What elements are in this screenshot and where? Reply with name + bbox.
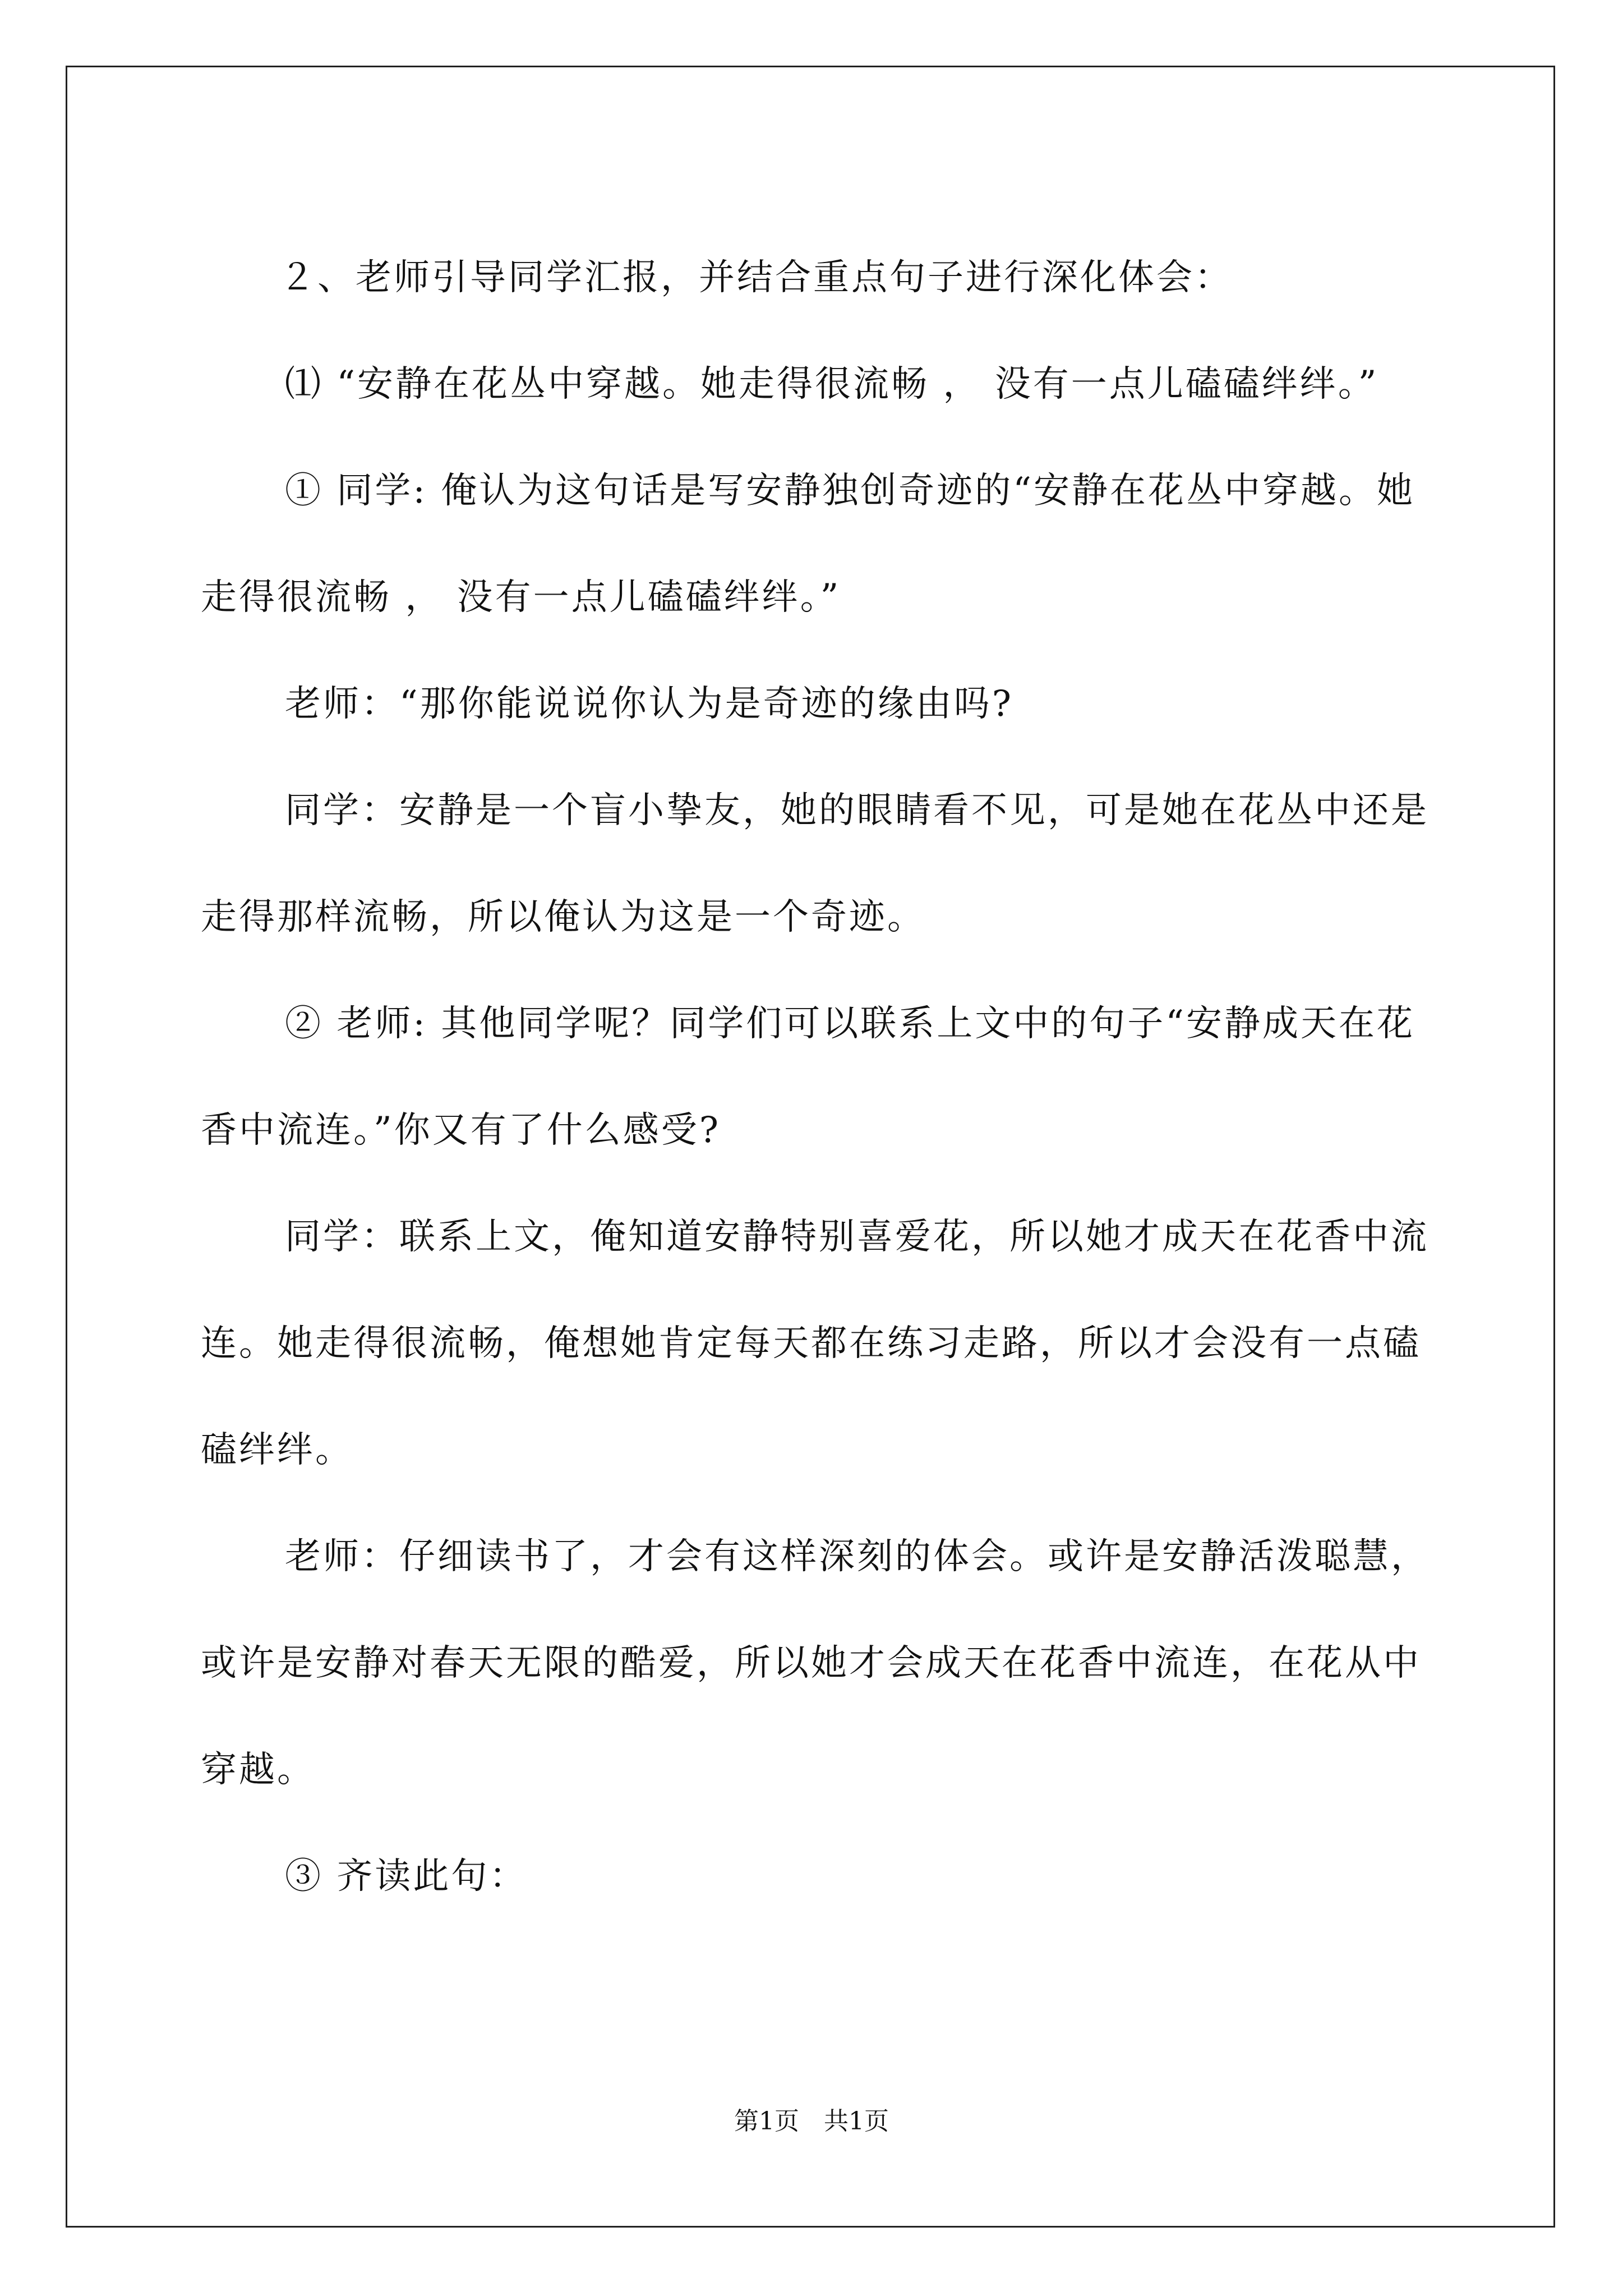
paragraph-1: ２、老师引导同学汇报，并结合重点句子进行深化体会： [279,257,1233,298]
paragraph-2: ⑴ “安静在花丛中穿越。她走得很流畅 ， 没有一点儿磕磕绊绊。” [285,364,1379,405]
paragraph-5: 同学：安静是一个盲小挚友，她的眼睛看不见，可是她在花丛中还是走得那样流畅，所以俺认为这是一个奇迹。 [201,790,1429,938]
paragraph-7: 同学：联系上文，俺知道安静特别喜爱花，所以她才成天在花香中流连。她走得很流畅，俺想她肯定每天都在练习走路，所以才会没有一点磕磕绊绊。 [201,1216,1429,1471]
paragraph-4: 老师：“那你能说说你认为是奇迹的缘由吗? [285,683,1014,725]
page-footer: 第1页 共1页 [734,2107,889,2136]
paragraph-6: ② 老师: 其他同学呢？同学们可以联系上文中的句子“安静成天在花香中流连。”你又有了什么感受? [201,1003,1415,1151]
document-body [201,224,1435,1930]
paragraph-9: ③ 齐读此句： [285,1856,528,1897]
paragraph-3: ① 同学: 俺认为这句话是写安静独创奇迹的“安静在花丛中穿越。她走得很流畅 ， 没有一点儿磕磕绊绊。” [201,470,1415,618]
paragraph-8: 老师：仔细读书了，才会有这样深刻的体会。或许是安静活泼聪慧，或许是安静对春天无限的酷爱，所以她才会成天在花香中流连，在花从中穿越。 [201,1536,1429,1791]
